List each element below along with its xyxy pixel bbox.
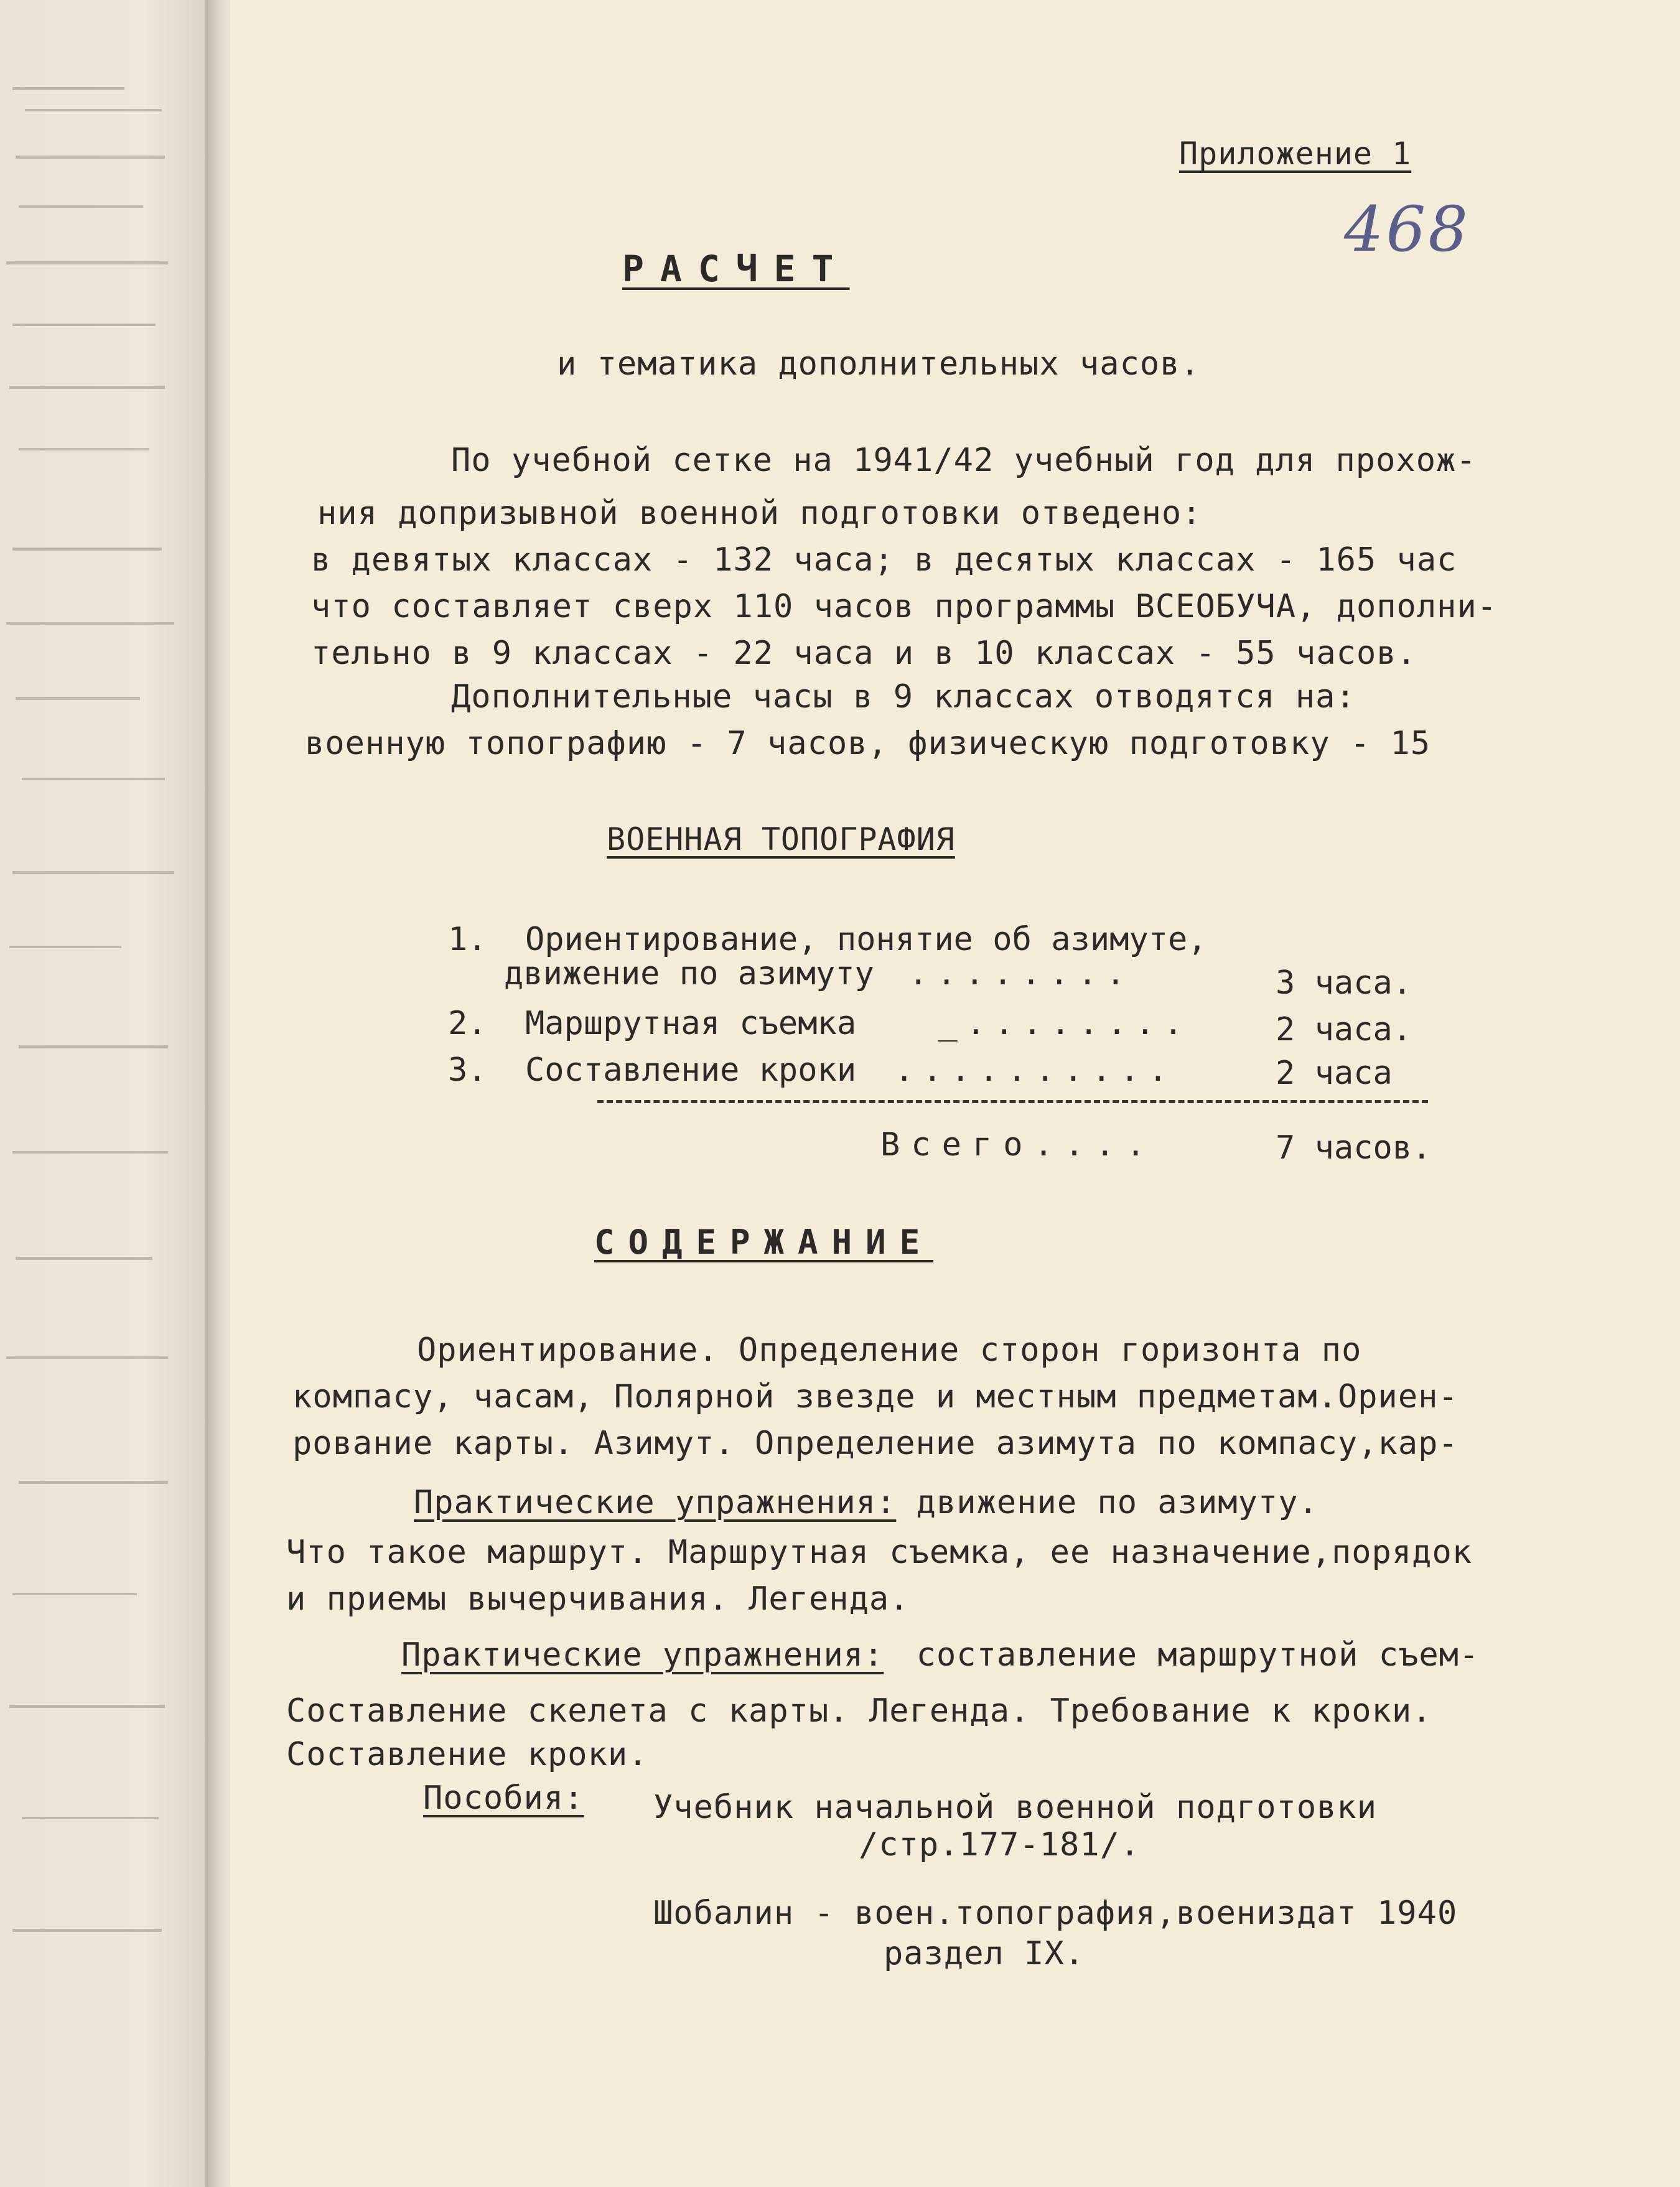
content-line: Ориентирование. Определение сторон горизонта по bbox=[417, 1331, 1362, 1369]
item-number: 3. bbox=[448, 1052, 487, 1089]
item-hours: 2 часа bbox=[1276, 1055, 1393, 1092]
topography-item-3 bbox=[448, 1052, 1177, 1089]
document-page bbox=[230, 0, 1680, 2187]
item-title: Составление кроки bbox=[525, 1052, 857, 1089]
item-title: Маршрутная съемка bbox=[525, 1005, 857, 1042]
manual-2-section: раздел IX. bbox=[884, 1935, 1085, 1972]
intro-line: Дополнительные часы в 9 классах отводятся на: bbox=[451, 678, 1356, 716]
practice-label: Практические упражнения: bbox=[401, 1636, 884, 1674]
item-title: движение по азимуту bbox=[504, 955, 874, 992]
bleed-through-marks bbox=[0, 0, 205, 2187]
leader-dots: _........ bbox=[938, 1005, 1192, 1042]
manual-1-pages: /стр.177-181/. bbox=[859, 1826, 1141, 1863]
total-separator-line bbox=[597, 1100, 1428, 1103]
content-line: Составление кроки. bbox=[286, 1736, 648, 1773]
handwritten-page-number: 468 bbox=[1344, 193, 1470, 266]
intro-line: военную топографию - 7 часов, физическую подготовку - 15 bbox=[305, 725, 1431, 762]
practice-text: составление маршрутной съем- bbox=[916, 1636, 1480, 1674]
intro-line: тельно в 9 классах - 22 часа и в 10 классах - 55 часов. bbox=[311, 635, 1417, 672]
item-number: 2. bbox=[448, 1005, 487, 1042]
content-line: рование карты. Азимут. Определение азимута по компасу,кар- bbox=[292, 1425, 1458, 1462]
item-hours: 3 часа. bbox=[1276, 964, 1412, 1002]
content-heading: СОДЕРЖАНИЕ bbox=[594, 1223, 934, 1262]
leader-dots: .......... bbox=[894, 1052, 1177, 1089]
content-line: компасу, часам, Полярной звезде и местным предметам.Ориен- bbox=[292, 1378, 1458, 1415]
total-label: Всего.... bbox=[880, 1126, 1157, 1163]
practice-label: Практические упражнения: bbox=[414, 1484, 897, 1521]
facing-page bbox=[0, 0, 205, 2187]
content-line: Что такое маршрут. Маршрутная съемка, ее назначение,порядок bbox=[286, 1534, 1473, 1571]
intro-line: По учебной сетке на 1941/42 учебный год для прохож- bbox=[451, 442, 1477, 479]
total-value: 7 часов. bbox=[1276, 1129, 1432, 1167]
practice-line bbox=[414, 1484, 1318, 1521]
practice-line bbox=[401, 1636, 1479, 1674]
content-line: Составление скелета с карты. Легенда. Требование к кроки. bbox=[286, 1692, 1432, 1730]
topography-item-2 bbox=[448, 1005, 1192, 1042]
document-title: РАСЧЕТ bbox=[622, 248, 850, 290]
intro-line: что составляет сверх 110 часов программы ВСЕОБУЧА, дополни- bbox=[311, 588, 1498, 625]
manuals-label: Пособия: bbox=[423, 1779, 584, 1817]
intro-line: в девятых классах - 132 часа; в десятых классах - 165 час bbox=[311, 541, 1457, 579]
topography-heading: ВОЕННАЯ ТОПОГРАФИЯ bbox=[607, 821, 955, 857]
item-title: Ориентирование, понятие об азимуте, bbox=[525, 921, 1207, 958]
topography-item-1 bbox=[448, 921, 1207, 958]
content-line: и приемы вычерчивания. Легенда. bbox=[286, 1580, 910, 1618]
intro-line: ния допризывной военной подготовки отведено: bbox=[317, 495, 1202, 532]
manual-1: Учебник начальной военной подготовки bbox=[653, 1789, 1378, 1826]
leader-dots: ........ bbox=[908, 955, 1134, 992]
document-subtitle: и тематика дополнительных часов. bbox=[557, 345, 1200, 383]
manual-2: Шобалин - воен.топография,воениздат 1940 bbox=[653, 1895, 1458, 1932]
item-hours: 2 часа. bbox=[1276, 1011, 1412, 1048]
topography-item-1-continuation bbox=[504, 955, 1134, 992]
item-number: 1. bbox=[448, 921, 487, 958]
appendix-label: Приложение 1 bbox=[1179, 136, 1412, 172]
practice-text: движение по азимуту. bbox=[916, 1484, 1318, 1521]
book-gutter bbox=[205, 0, 230, 2187]
